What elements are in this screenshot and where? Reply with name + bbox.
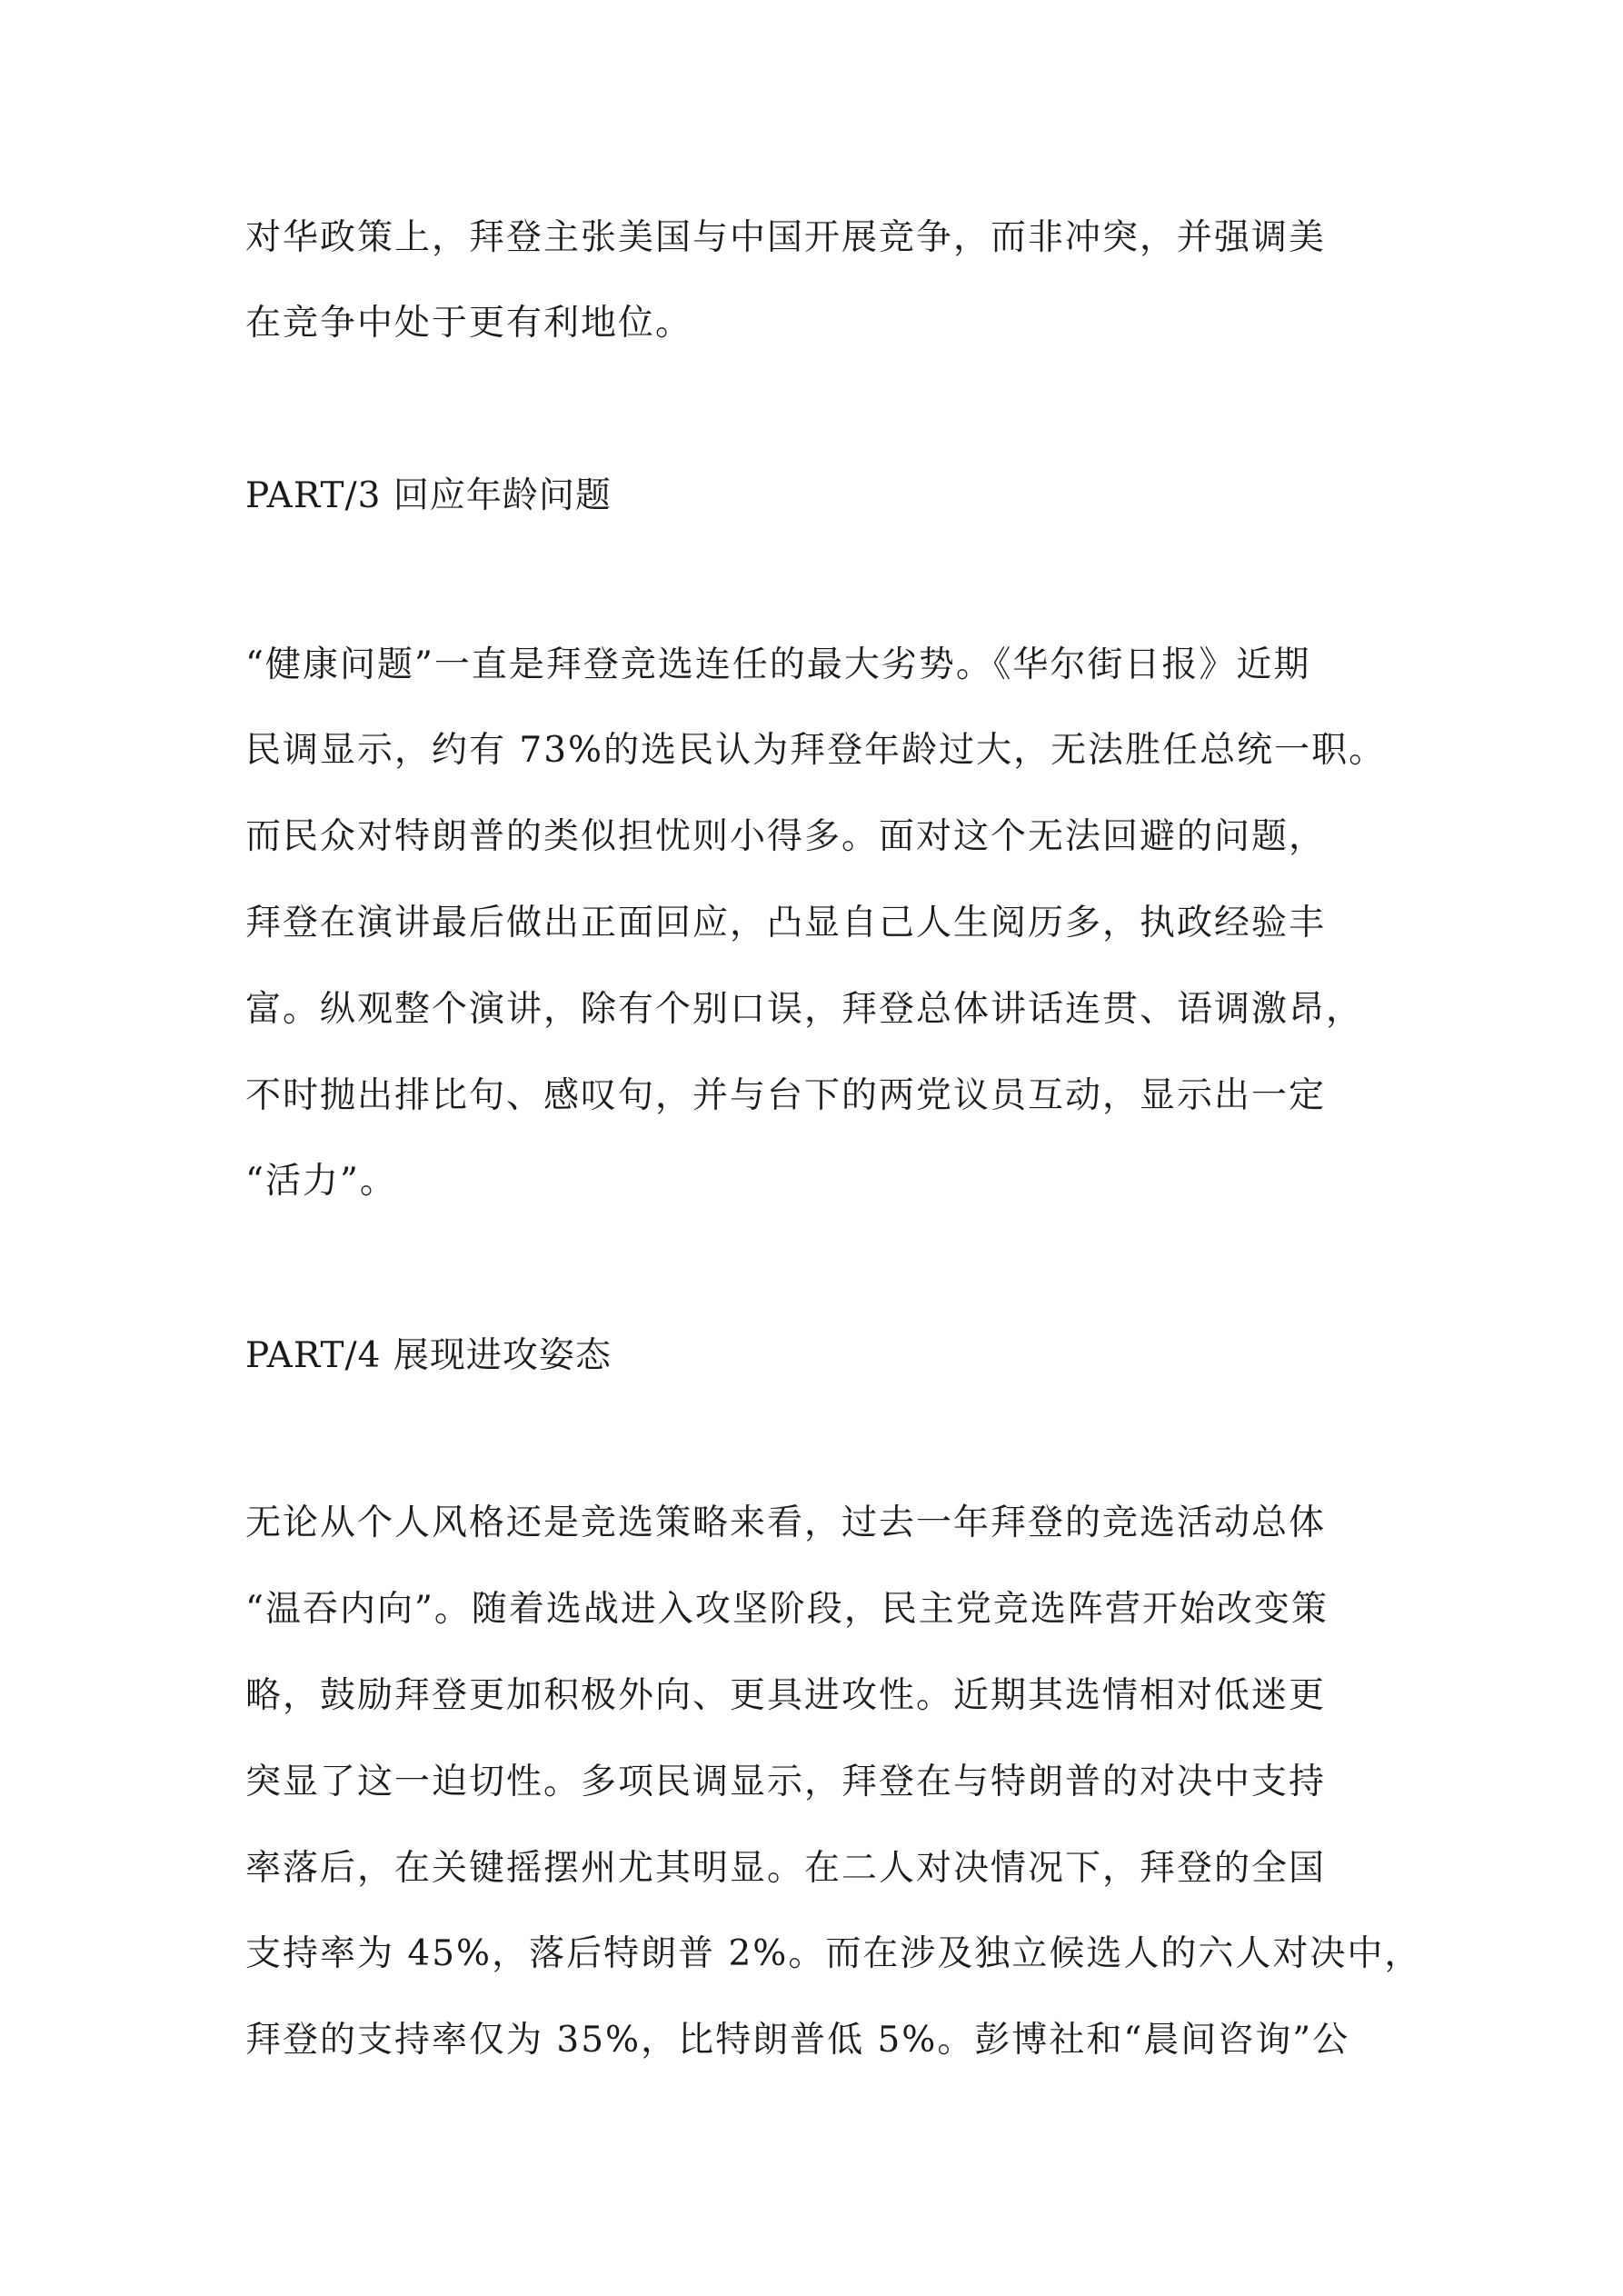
paragraph-line: 突显了这一迫切性。多项民调显示，拜登在与特朗普的对决中支持 xyxy=(245,1762,1327,1802)
paragraph-line: “健康问题”一直是拜登竞选连任的最大劣势。《华尔街日报》近期 xyxy=(245,644,1311,685)
paragraph-line: “活力”。 xyxy=(245,1161,397,1202)
paragraph-line: 率落后，在关键摇摆州尤其明显。在二人对决情况下，拜登的全国 xyxy=(245,1848,1327,1889)
paragraph-line: 富。纵观整个演讲，除有个别口误，拜登总体讲话连贯、语调激昂， xyxy=(245,989,1364,1030)
paragraph-line: 民调显示，约有 73%的选民认为拜登年龄过大，无法胜任总统一职。 xyxy=(245,730,1387,771)
paragraph-line: 对华政策上，拜登主张美国与中国开展竞争，而非冲突，并强调美 xyxy=(245,217,1327,258)
paragraph-line: 不时抛出排比句、感叹句，并与台下的两党议员互动，显示出一定 xyxy=(245,1075,1327,1116)
paragraph-line: 无论从个人风格还是竞选策略来看，过去一年拜登的竞选活动总体 xyxy=(245,1502,1327,1543)
paragraph-line: 支持率为 45%，落后特朗普 2%。而在涉及独立候选人的六人对决中， xyxy=(245,1933,1422,1974)
paragraph-line: “温吞内向”。随着选战进入攻坚阶段，民主党竞选阵营开始改变策 xyxy=(245,1589,1329,1630)
section-heading-part3: PART/3 回应年龄问题 xyxy=(245,475,612,516)
section-heading-part4: PART/4 展现进攻姿态 xyxy=(245,1335,612,1376)
paragraph-line: 拜登的支持率仅为 35%，比特朗普低 5%。彭博社和“晨间咨询”公 xyxy=(245,2020,1350,2061)
paragraph-line: 略，鼓励拜登更加积极外向、更具进攻性。近期其选情相对低迷更 xyxy=(245,1675,1327,1716)
paragraph-line: 而民众对特朗普的类似担忧则小得多。面对这个无法回避的问题， xyxy=(245,816,1327,857)
paragraph-line: 在竞争中处于更有利地位。 xyxy=(245,303,693,344)
paragraph-line: 拜登在演讲最后做出正面回应，凸显自己人生阅历多，执政经验丰 xyxy=(245,903,1327,943)
